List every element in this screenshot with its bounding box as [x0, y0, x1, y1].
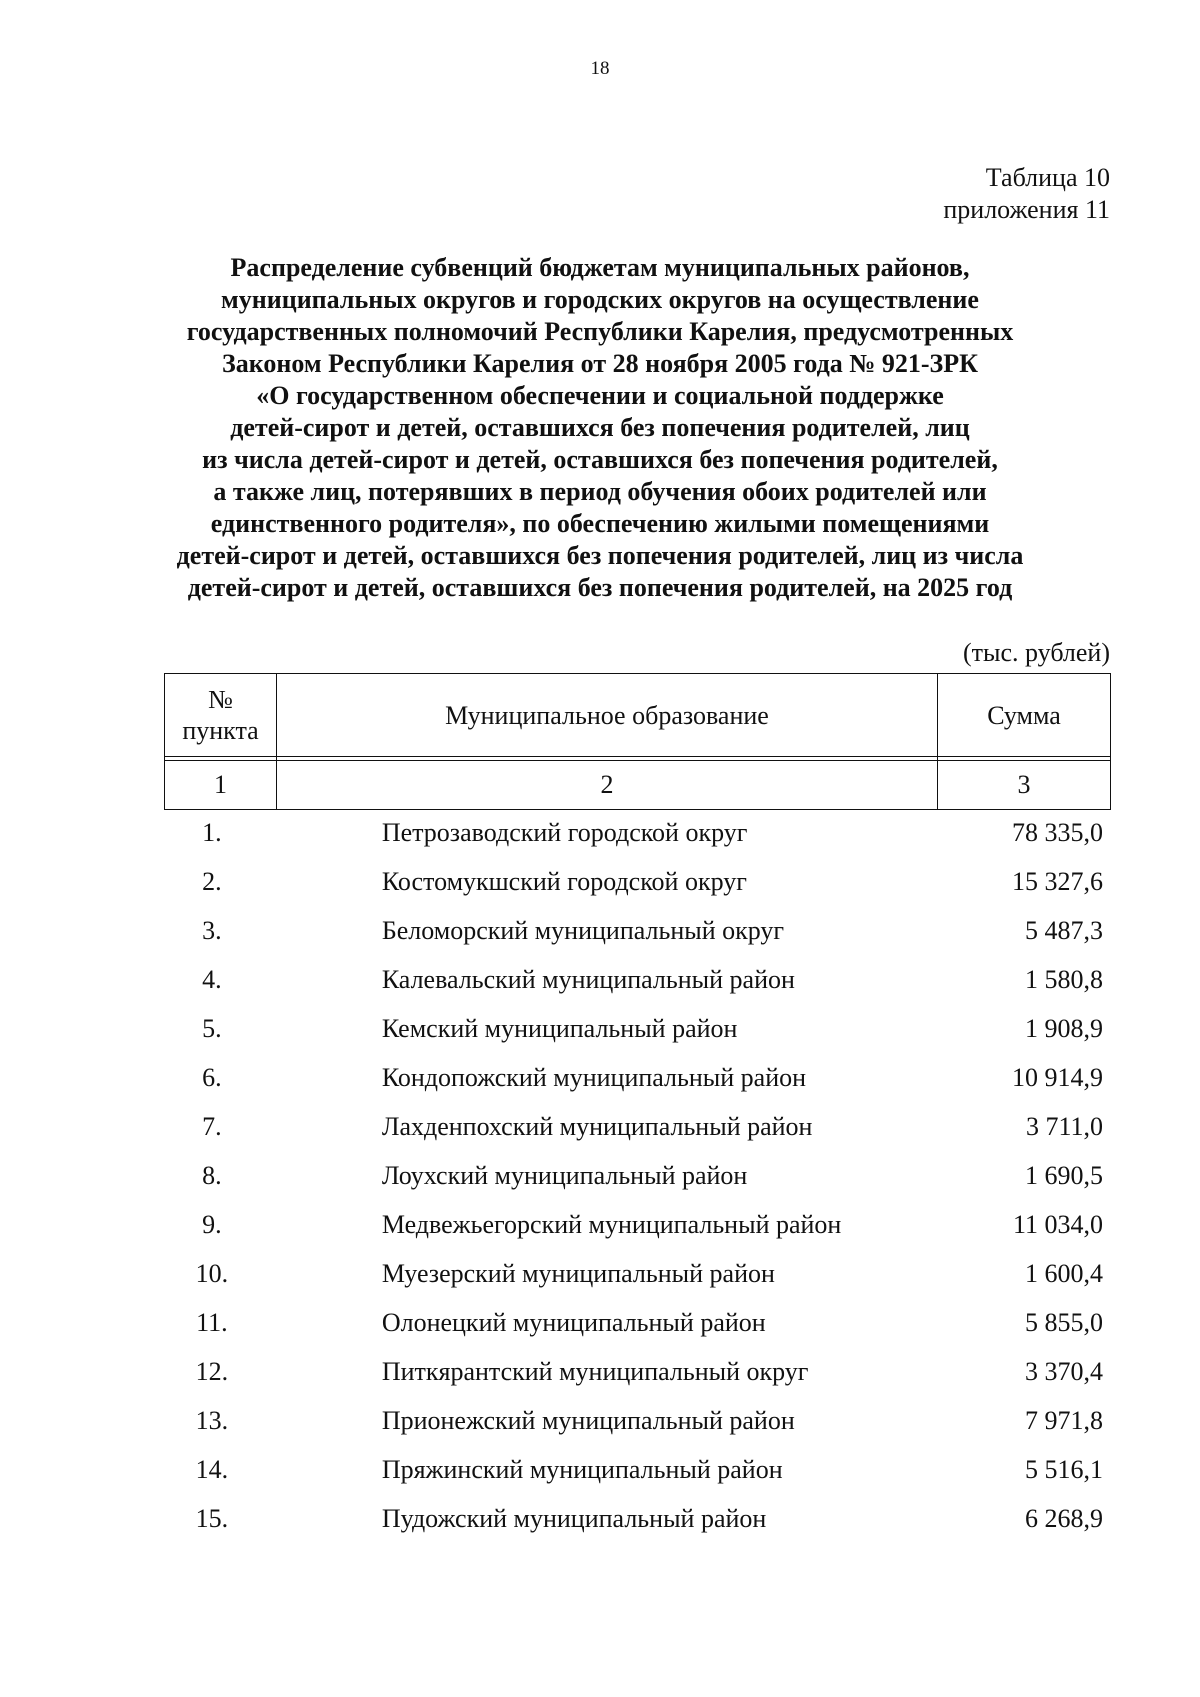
row-municipality: Петрозаводский городской округ	[381, 817, 748, 847]
title-line: детей-сирот и детей, оставшихся без попечения родителей, лиц из числа	[176, 541, 1024, 570]
header-number-symbol: №	[208, 685, 233, 714]
title-line: а также лиц, потерявших в период обучения обоих родителей или	[213, 477, 987, 506]
row-number: 15.	[195, 1503, 229, 1533]
row-sum: 5 855,0	[1025, 1307, 1103, 1337]
column-number: 1	[165, 761, 277, 810]
row-number: 14.	[195, 1454, 229, 1484]
title-line: Законом Республики Карелия от 28 ноября 2005 года № 921-ЗРК	[222, 349, 978, 378]
title-line: муниципальных округов и городских округов на осуществление	[221, 285, 979, 314]
row-municipality: Олонецкий муниципальный район	[381, 1307, 766, 1337]
header-number-column	[165, 674, 277, 757]
title-line: Распределение субвенций бюджетам муниципальных районов,	[230, 253, 970, 282]
row-municipality: Прионежский муниципальный район	[381, 1405, 795, 1435]
row-sum: 1 908,9	[1025, 1013, 1103, 1043]
title-line: государственных полномочий Республики Карелия, предусмотренных	[186, 317, 1014, 346]
table-row	[164, 1396, 1111, 1445]
row-municipality: Кондопожский муниципальный район	[381, 1062, 807, 1092]
row-municipality: Питкярантский муниципальный округ	[381, 1356, 809, 1386]
row-sum: 6 268,9	[1025, 1503, 1103, 1533]
column-number: 2	[277, 761, 938, 810]
header-sum-column: Сумма	[938, 674, 1111, 757]
row-municipality: Муезерский муниципальный район	[381, 1258, 775, 1288]
row-sum: 11 034,0	[1012, 1209, 1103, 1239]
row-sum: 5 516,1	[1025, 1454, 1103, 1484]
column-number: 3	[938, 761, 1111, 810]
row-municipality: Беломорский муниципальный округ	[381, 915, 785, 945]
table-reference-line2: приложения 11	[943, 195, 1110, 224]
table-row	[164, 1053, 1111, 1102]
row-sum: 10 914,9	[1012, 1062, 1103, 1092]
row-municipality: Пряжинский муниципальный район	[381, 1454, 783, 1484]
row-number: 8.	[202, 1160, 222, 1190]
row-municipality: Кемский муниципальный район	[381, 1013, 738, 1043]
row-sum: 1 690,5	[1025, 1160, 1103, 1190]
title-line: детей-сирот и детей, оставшихся без попечения родителей, на 2025 год	[187, 573, 1013, 602]
table-row	[164, 857, 1111, 906]
title-line: «О государственном обеспечении и социальной поддержке	[256, 381, 944, 410]
table-reference-line1: Таблица 10	[985, 163, 1110, 192]
row-sum: 78 335,0	[1012, 817, 1103, 847]
row-number: 10.	[195, 1258, 229, 1288]
table-row	[164, 1200, 1111, 1249]
page-number: 18	[590, 58, 610, 79]
row-sum: 3 370,4	[1025, 1356, 1103, 1386]
table-row	[164, 1494, 1111, 1543]
table-row	[164, 906, 1111, 955]
row-number: 3.	[202, 915, 222, 945]
row-number: 13.	[195, 1405, 229, 1435]
row-number: 6.	[202, 1062, 222, 1092]
document-title	[90, 252, 1110, 604]
row-number: 5.	[202, 1013, 222, 1043]
row-number: 9.	[202, 1209, 222, 1239]
table-row	[164, 808, 1111, 857]
table-row	[164, 955, 1111, 1004]
units-label: (тыс. рублей)	[962, 638, 1110, 667]
row-municipality: Костомукшский городской округ	[381, 866, 747, 896]
title-line: детей-сирот и детей, оставшихся без попечения родителей, лиц	[230, 413, 970, 442]
table-row	[164, 1445, 1111, 1494]
table-row	[164, 1102, 1111, 1151]
row-sum: 15 327,6	[1012, 866, 1103, 896]
table-row	[164, 1347, 1111, 1396]
row-number: 4.	[202, 964, 222, 994]
header-row	[165, 674, 1111, 757]
row-municipality: Калевальский муниципальный район	[381, 964, 795, 994]
row-municipality: Лоухский муниципальный район	[381, 1160, 748, 1190]
row-sum: 7 971,8	[1025, 1405, 1103, 1435]
row-number: 11.	[196, 1307, 228, 1337]
row-municipality: Пудожский муниципальный район	[381, 1503, 767, 1533]
row-sum: 3 711,0	[1025, 1111, 1103, 1141]
table-reference	[943, 162, 1110, 226]
row-municipality: Лахденпохский муниципальный район	[381, 1111, 813, 1141]
row-number: 2.	[202, 866, 222, 896]
row-sum: 5 487,3	[1025, 915, 1103, 945]
table-row	[164, 1151, 1111, 1200]
table-header	[164, 673, 1111, 810]
column-number-row	[165, 761, 1111, 810]
row-number: 1.	[202, 817, 222, 847]
row-number: 12.	[195, 1356, 229, 1386]
title-line: единственного родителя», по обеспечению жилыми помещениями	[210, 509, 990, 538]
row-sum: 1 580,8	[1025, 964, 1103, 994]
table-row	[164, 1249, 1111, 1298]
header-number-label: пункта	[182, 716, 259, 745]
title-line: из числа детей-сирот и детей, оставшихся без попечения родителей,	[202, 445, 998, 474]
row-municipality: Медвежьегорский муниципальный район	[381, 1209, 842, 1239]
row-sum: 1 600,4	[1025, 1258, 1103, 1288]
table-row	[164, 1298, 1111, 1347]
header-municipality-column: Муниципальное образование	[277, 674, 938, 757]
table-body	[164, 808, 1111, 1543]
row-number: 7.	[202, 1111, 222, 1141]
table-row	[164, 1004, 1111, 1053]
